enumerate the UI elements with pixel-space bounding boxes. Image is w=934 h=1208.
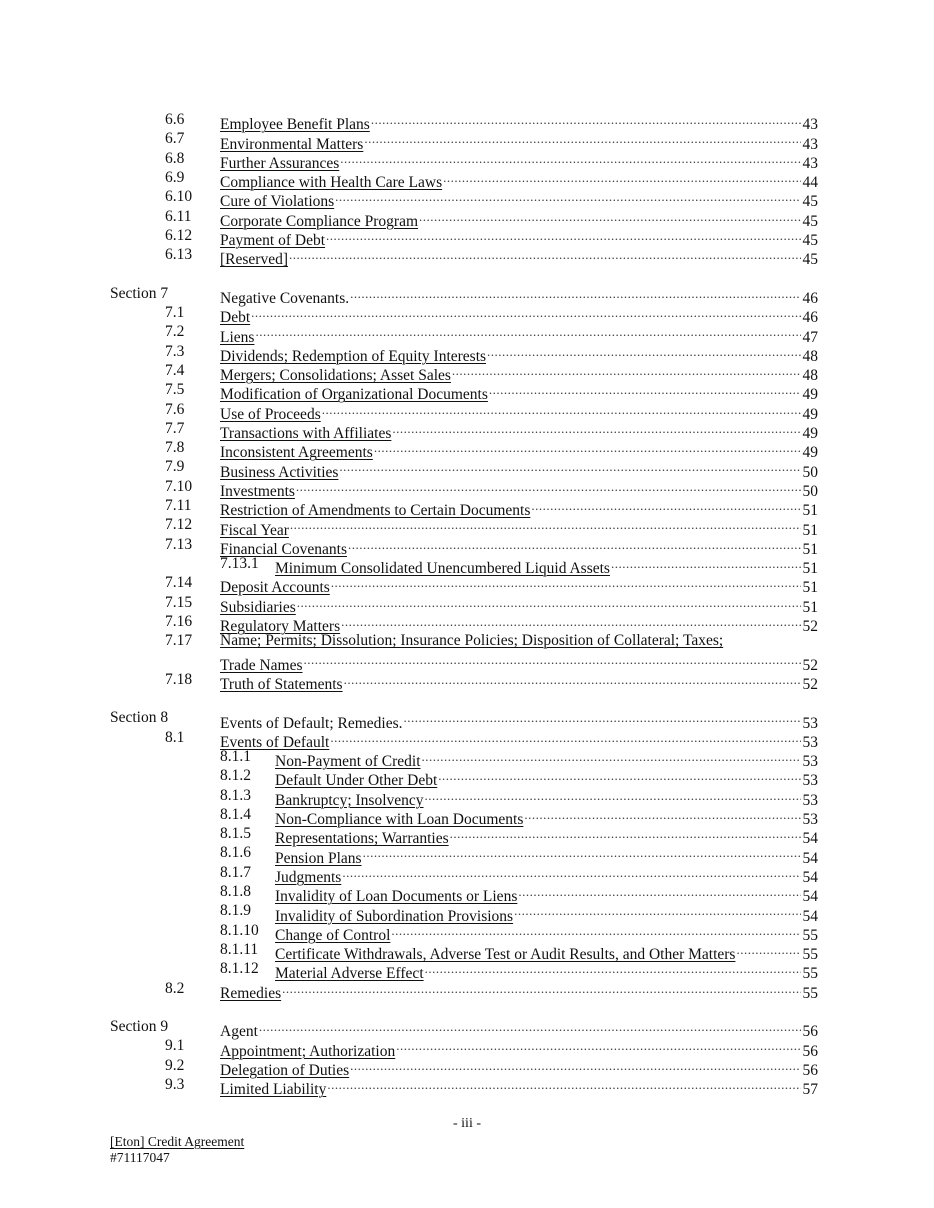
toc-title-link[interactable]: Negative Covenants.: [220, 289, 350, 307]
toc-page-number: 53: [802, 733, 818, 751]
dot-leader: [391, 921, 801, 940]
toc-entry-row[interactable]: [0, 959, 934, 983]
toc-title-link[interactable]: Regulatory Matters: [220, 618, 341, 636]
dot-leader: [327, 1075, 801, 1094]
toc-title-link[interactable]: Debt: [220, 309, 251, 327]
toc-page-number: 54: [802, 868, 818, 886]
dot-leader: [348, 535, 801, 554]
toc-number: 7.14: [165, 574, 193, 592]
dot-leader: [255, 322, 801, 341]
toc-entry-row[interactable]: [0, 342, 934, 365]
toc-title-link[interactable]: Deposit Accounts: [220, 579, 330, 597]
toc-page-number: 49: [802, 405, 818, 423]
toc-page-number: 53: [802, 791, 818, 809]
document-number: #71117047: [110, 1150, 170, 1165]
toc-title-link[interactable]: Restriction of Amendments to Certain Documents: [220, 502, 531, 520]
toc-title-link[interactable]: Non-Compliance with Loan Documents: [275, 811, 524, 829]
toc-page-number: 51: [802, 521, 818, 539]
toc-entry-row[interactable]: [0, 496, 934, 520]
dot-leader: [251, 303, 801, 322]
toc-title-link[interactable]: Employee Benefit Plans: [220, 116, 370, 134]
toc-page-number: 57: [802, 1081, 818, 1099]
toc-entry[interactable]: [220, 1075, 818, 1100]
dot-leader: [438, 766, 801, 785]
toc-page-number: 51: [802, 579, 818, 597]
toc-page-number: 48: [802, 367, 818, 385]
toc-entry-row[interactable]: [0, 824, 934, 848]
toc-number: 8.1.12: [220, 960, 259, 978]
toc-page-number: 50: [802, 463, 818, 481]
dot-leader: [514, 901, 801, 920]
dot-leader: [452, 361, 801, 380]
dot-leader: [326, 226, 801, 245]
toc-number: 7.17: [165, 632, 193, 650]
toc-title-link[interactable]: Events of Default: [220, 733, 330, 751]
toc-entry-row[interactable]: [0, 882, 934, 906]
toc-entry[interactable]: [220, 245, 818, 270]
toc-entry-row[interactable]: [0, 457, 934, 481]
toc-page-number: 49: [802, 425, 818, 443]
toc-number: 8.1.4: [220, 805, 251, 823]
toc-number: Section 7: [110, 284, 169, 302]
toc-entry-row[interactable]: [0, 728, 934, 751]
dot-leader: [290, 515, 801, 534]
toc-entry-row[interactable]: [0, 245, 934, 269]
dot-leader: [297, 593, 801, 612]
toc-page-number: 43: [802, 135, 818, 153]
toc-title-link[interactable]: Use of Proceeds: [220, 405, 321, 423]
toc-page-number: 55: [802, 965, 818, 983]
toc-entry-row[interactable]: [0, 187, 934, 211]
dot-leader: [259, 1017, 801, 1036]
dot-leader: [289, 245, 801, 264]
toc-number: 7.15: [165, 593, 193, 611]
dot-leader: [489, 380, 801, 399]
dot-leader: [335, 187, 801, 206]
toc-number: 6.12: [165, 226, 193, 244]
toc-number: 8.2: [165, 979, 185, 997]
toc-number: 8.1: [165, 728, 185, 746]
toc-number: 7.2: [165, 323, 185, 341]
toc-number: 6.13: [165, 246, 193, 264]
toc-number: Section 8: [110, 709, 169, 727]
toc-page-number: 52: [802, 618, 818, 636]
toc-page-number: 51: [802, 598, 818, 616]
dot-leader: [425, 786, 801, 805]
toc-number: 7.13: [165, 535, 193, 553]
toc-number: 7.7: [165, 419, 185, 437]
toc-entry-row[interactable]: [0, 940, 934, 964]
dot-leader: [296, 477, 801, 496]
toc-number: 7.13.1: [220, 554, 259, 572]
dot-leader: [344, 670, 801, 689]
toc-title-link[interactable]: Events of Default; Remedies.: [220, 714, 403, 732]
toc-entry-row[interactable]: [0, 843, 934, 867]
toc-title-link[interactable]: Dividends; Redemption of Equity Interests: [220, 347, 487, 365]
dot-leader: [450, 824, 801, 843]
toc-entry-row[interactable]: [0, 400, 934, 423]
toc-page-number: 45: [802, 232, 818, 250]
dot-leader: [736, 940, 801, 959]
toc-title-link[interactable]: Minimum Consolidated Unencumbered Liquid Assets: [275, 560, 610, 578]
toc-title-link[interactable]: Non-Payment of Credit: [275, 753, 421, 771]
toc-page-number: 54: [802, 888, 818, 906]
toc-number: 8.1.9: [220, 902, 251, 920]
toc-number: Section 9: [110, 1018, 169, 1036]
toc-title-link[interactable]: [Reserved]: [220, 251, 288, 269]
toc-page-number: 53: [802, 811, 818, 829]
dot-leader: [611, 554, 801, 573]
toc-page-number: 55: [802, 946, 818, 964]
toc-page-number: 54: [802, 849, 818, 867]
toc-title-link[interactable]: Fiscal Year: [220, 521, 289, 539]
toc-title-link[interactable]: Corporate Compliance Program: [220, 212, 419, 230]
toc-entry-row[interactable]: [0, 1056, 934, 1079]
toc-page-number: 45: [802, 193, 818, 211]
dot-leader: [443, 168, 801, 187]
toc-number: 8.1.2: [220, 767, 251, 785]
toc-number: 9.2: [165, 1056, 185, 1074]
toc-entry-row[interactable]: [0, 747, 934, 771]
toc-title-link[interactable]: Environmental Matters: [220, 135, 364, 153]
dot-leader: [371, 110, 801, 129]
toc-entry[interactable]: [220, 631, 818, 650]
toc-page-number: 52: [802, 675, 818, 693]
dot-leader: [487, 342, 801, 361]
toc-number: 6.10: [165, 188, 193, 206]
toc-entry-row[interactable]: [0, 322, 934, 346]
toc-entry-row[interactable]: [0, 593, 934, 616]
toc-section-row[interactable]: [0, 284, 934, 307]
toc-entry-row[interactable]: [0, 612, 934, 636]
toc-entry-row[interactable]: [0, 554, 934, 578]
toc-entry-row[interactable]: [0, 670, 934, 693]
toc-entry-row[interactable]: [0, 901, 934, 925]
dot-leader: [518, 882, 801, 901]
toc-page-number: 46: [802, 289, 818, 307]
toc-page-number: 45: [802, 251, 818, 269]
toc-title-link[interactable]: Further Assurances: [220, 154, 340, 172]
dot-leader: [331, 573, 801, 592]
toc-entry-row[interactable]: [0, 631, 934, 650]
toc-title-link[interactable]: Investments: [220, 482, 295, 500]
toc-entry-row[interactable]: [0, 979, 934, 1002]
toc-page-number: 46: [802, 309, 818, 327]
toc-page-number: 49: [802, 386, 818, 404]
toc-entry-row[interactable]: [0, 477, 934, 500]
toc-title-link[interactable]: Transactions with Affiliates: [220, 425, 392, 443]
toc-title-link[interactable]: Appointment; Authorization: [220, 1042, 396, 1060]
dot-leader: [374, 438, 801, 457]
toc-page-number: 51: [802, 502, 818, 520]
toc-page-number: 43: [802, 116, 818, 134]
dot-leader: [531, 496, 801, 515]
toc-entry-row[interactable]: [0, 786, 934, 809]
toc-title-link[interactable]: Change of Control: [275, 926, 391, 944]
document-title: [Eton] Credit Agreement: [110, 1134, 245, 1149]
toc-number: 7.3: [165, 342, 185, 360]
toc-title-link[interactable]: Invalidity of Subordination Provisions: [275, 907, 514, 925]
toc-entry-row[interactable]: [0, 1036, 934, 1060]
toc-page-number: 49: [802, 444, 818, 462]
toc-number: 7.18: [165, 670, 193, 688]
dot-leader: [350, 284, 801, 303]
toc-title-link[interactable]: Liens: [220, 328, 255, 346]
toc-title-link[interactable]: Compliance with Health Care Laws: [220, 174, 443, 192]
toc-title-link[interactable]: Subsidiaries: [220, 598, 296, 616]
toc-entry-row[interactable]: [0, 535, 934, 558]
toc-entry-row[interactable]: [0, 805, 934, 829]
toc-title-link[interactable]: Inconsistent Agreements: [220, 444, 373, 462]
dot-leader: [342, 863, 801, 882]
dot-leader: [340, 149, 801, 168]
toc-entry-row[interactable]: [0, 110, 934, 134]
toc-title-link[interactable]: Invalidity of Loan Documents or Liens: [275, 888, 518, 906]
toc-number: 9.3: [165, 1076, 185, 1093]
toc-entry-row[interactable]: [0, 573, 934, 597]
toc-title-link[interactable]: Representations; Warranties: [275, 830, 449, 848]
toc-title-link[interactable]: Mergers; Consolidations; Asset Sales: [220, 367, 451, 385]
toc-entry-row[interactable]: [0, 921, 934, 944]
toc-page-number: 54: [802, 830, 818, 848]
toc-number: 7.4: [165, 361, 185, 379]
toc-entry[interactable]: [220, 670, 818, 695]
toc-page-number: 50: [802, 482, 818, 500]
toc-entry-row[interactable]: [0, 129, 934, 153]
dot-leader: [339, 457, 801, 476]
toc-section-row[interactable]: [0, 708, 934, 732]
toc-number: 7.8: [165, 439, 185, 457]
toc-number: 7.10: [165, 477, 193, 495]
dot-leader: [304, 650, 801, 669]
toc-number: 6.8: [165, 149, 185, 167]
dot-leader: [364, 129, 801, 148]
toc-title-link[interactable]: Pension Plans: [275, 849, 362, 867]
toc-page-number: 48: [802, 347, 818, 365]
dot-leader: [422, 747, 801, 766]
toc-page-number: 55: [802, 984, 818, 1002]
toc-page-number: 56: [802, 1061, 818, 1079]
toc-title-link[interactable]: Agent: [220, 1023, 258, 1041]
toc-title-link[interactable]: Certificate Withdrawals, Adverse Test or Audit Results, and Other Matters: [275, 946, 736, 964]
toc-entry[interactable]: [220, 979, 818, 1004]
dot-leader: [282, 979, 801, 998]
dot-leader: [363, 843, 801, 862]
dot-leader: [425, 959, 801, 978]
dot-leader: [524, 805, 801, 824]
toc-title-link[interactable]: Bankruptcy; Insolvency: [275, 791, 424, 809]
toc-entry-row[interactable]: [0, 419, 934, 443]
toc-page-number: 54: [802, 907, 818, 925]
toc-number: 7.16: [165, 612, 193, 630]
toc-page-number: 53: [802, 772, 818, 790]
dot-leader: [330, 728, 801, 747]
toc-page-number: 51: [802, 560, 818, 578]
toc-number: 8.1.10: [220, 921, 259, 939]
toc-entry-row[interactable]: [0, 863, 934, 886]
toc-title-link[interactable]: Name; Permits; Dissolution; Insurance Policies; Disposition of Collateral; Taxes;: [220, 632, 724, 650]
toc-entry-row[interactable]: [0, 168, 934, 192]
toc-page-number: 56: [802, 1023, 818, 1041]
toc-title-link[interactable]: Judgments: [275, 868, 342, 886]
dot-leader: [404, 708, 801, 727]
dot-leader: [396, 1036, 801, 1055]
toc-number: 6.7: [165, 130, 185, 148]
toc-number: 6.11: [165, 207, 192, 225]
toc-page-number: 45: [802, 212, 818, 230]
toc-entry-row[interactable]: [0, 380, 934, 404]
toc-title-link[interactable]: Payment of Debt: [220, 232, 326, 250]
toc-entry-row[interactable]: [0, 207, 934, 230]
toc-page-number: 44: [802, 174, 818, 192]
toc-number: 7.1: [165, 304, 185, 321]
toc-title-link[interactable]: Financial Covenants: [220, 540, 347, 558]
toc-entry-row[interactable]: [0, 1075, 934, 1099]
toc-page-number: 52: [802, 656, 818, 674]
toc-entry-row[interactable]: [0, 650, 934, 674]
toc-title-link[interactable]: Material Adverse Effect: [275, 965, 424, 983]
toc-entry-row[interactable]: [0, 303, 934, 327]
toc-title-link[interactable]: Cure of Violations: [220, 193, 335, 211]
toc-entry-row[interactable]: [0, 438, 934, 462]
dot-leader: [341, 612, 801, 631]
toc-number: 6.6: [165, 111, 185, 128]
toc-number: 8.1.6: [220, 844, 251, 862]
toc-number: 8.1.11: [220, 940, 259, 958]
toc-number: 8.1.8: [220, 883, 251, 900]
toc-title-link[interactable]: Truth of Statements: [220, 675, 343, 693]
toc-title-link[interactable]: Default Under Other Debt: [275, 772, 438, 790]
toc-number: 8.1.5: [220, 825, 251, 843]
toc-entry-row[interactable]: [0, 766, 934, 790]
toc-page-number: 56: [802, 1042, 818, 1060]
toc-number: 8.1.1: [220, 747, 251, 765]
page-number: - iii -: [453, 1116, 481, 1131]
toc-title-link[interactable]: Limited Liability: [220, 1081, 327, 1099]
toc-number: 7.6: [165, 400, 185, 418]
toc-entry-row[interactable]: [0, 226, 934, 250]
dot-leader: [392, 419, 801, 438]
dot-leader: [350, 1056, 801, 1075]
toc-number: 6.9: [165, 168, 185, 186]
document-footer: [110, 1134, 244, 1166]
toc-number: 8.1.3: [220, 786, 251, 804]
toc-number: 7.9: [165, 458, 185, 476]
toc-title-link[interactable]: Business Activities: [220, 463, 339, 481]
toc-page-number: 43: [802, 154, 818, 172]
toc-entry-row[interactable]: [0, 149, 934, 172]
toc-title-link[interactable]: Remedies: [220, 984, 282, 1002]
toc-number: 7.12: [165, 516, 193, 534]
toc-title-link[interactable]: Delegation of Duties: [220, 1061, 350, 1079]
toc-number: 7.11: [165, 497, 192, 514]
toc-number: 8.1.7: [220, 863, 251, 881]
dot-leader: [419, 207, 801, 226]
dot-leader: [322, 400, 801, 419]
toc-entry-row[interactable]: [0, 515, 934, 539]
toc-page-number: 53: [802, 753, 818, 771]
toc-number: 7.5: [165, 381, 185, 399]
toc-entry-row[interactable]: [0, 361, 934, 385]
toc-title-link[interactable]: Trade Names: [220, 656, 303, 674]
toc-title-link[interactable]: Modification of Organizational Documents: [220, 386, 488, 404]
toc-page-number: 47: [802, 328, 818, 346]
toc-section-row[interactable]: [0, 1017, 934, 1041]
toc-page-number: 55: [802, 926, 818, 944]
toc-page-number: 51: [802, 540, 818, 558]
toc-page-number: 53: [802, 714, 818, 732]
toc-number: 9.1: [165, 1037, 185, 1055]
